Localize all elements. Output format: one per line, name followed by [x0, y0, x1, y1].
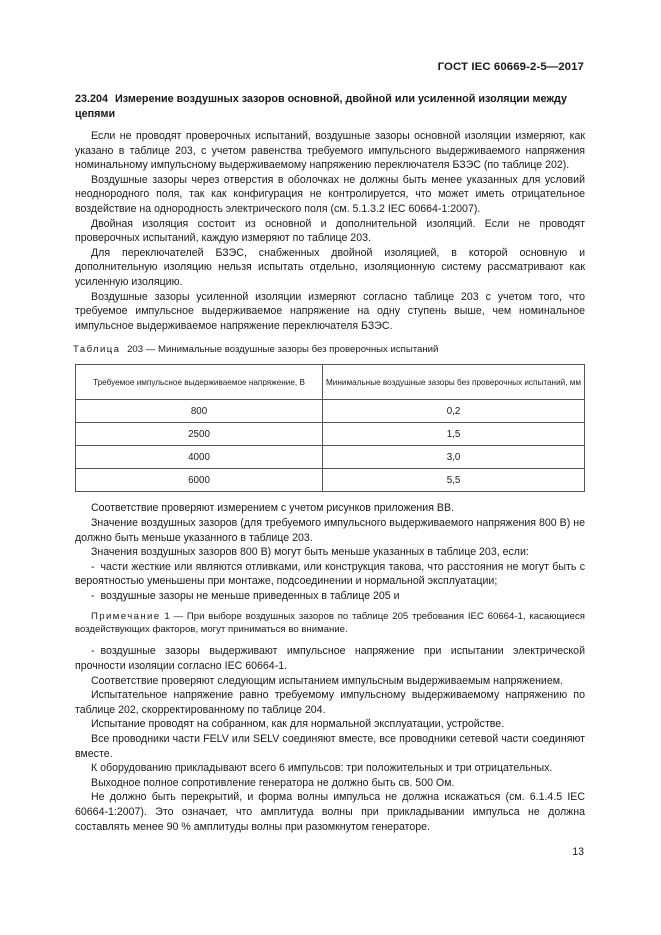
paragraph: Испытательное напряжение равно требуемому импульсному выдерживаемому напряжению по таблице 202, скорректированному по таблице 204. [75, 689, 585, 716]
table-caption-text: 203 — Минимальные воздушные зазоры без проверочных испытаний [127, 344, 439, 356]
table-caption-label: Таблица [73, 344, 121, 356]
table-header-row [76, 365, 585, 400]
note-text: 1 — При выборе воздушных зазоров по таблице 205 требования IEC 60664-1, касающиеся воздействующих факторов, могут приниматься во внимание. [75, 611, 585, 636]
note [75, 610, 585, 636]
table-row [76, 469, 585, 492]
paragraph: Воздушные зазоры через отверстия в оболочках не должны быть менее указанных для условий неоднородного поля, так как конфигурация не контролируется, что может иметь отрицательное воздействие на однородность электрического поля (см. 5.1.3.2 IEC 60664-1:2007). [75, 173, 585, 215]
paragraph: Значения воздушных зазоров 800 В) могут быть меньше указанных в таблице 203, если: [91, 546, 529, 559]
section-number: 23.204 [75, 93, 109, 105]
table-cell: 1,5 [323, 423, 585, 446]
section-title-text: Измерение воздушных зазоров основной, двойной или усиленной изоляции между цепями [75, 93, 568, 120]
paragraph: Воздушные зазоры усиленной изоляции измеряют согласно таблице 203 с учетом того, что требуемое импульсное выдерживаемое напряжение на одну ступень выше, чем номинальное импульсное выдерживаемое напряжение переключателя БЗЭС. [75, 290, 585, 332]
table-cell: 6000 [76, 469, 323, 492]
paragraph: Не должно быть перекрытий, и форма волны импульса не должна искажаться (см. 6.1.4.5 IEC 60664-1:2007). Это означает, что амплитуда волны при прикладывании импульса не должна составлять менее 90 % амплитуды волны при разомкнутом генераторе. [75, 791, 585, 833]
table-header-cell: Требуемое импульсное выдерживаемое напряжение, В [76, 365, 323, 400]
paragraph: К оборудованию прикладывают всего 6 импульсов: три положительных и три отрицательных. [91, 762, 553, 775]
paragraph: Все проводники части FELV или SELV соединяют вместе, все проводники сетевой части соединяют вместе. [75, 733, 585, 760]
paragraph: Выходное полное сопротивление генератора не должно быть св. 500 Ом. [91, 776, 455, 789]
dash-list-item: - воздушные зазоры выдерживают импульсное напряжение при испытании электрической прочности изоляции согласно IEC 60664-1. [75, 645, 585, 673]
paragraph: Испытание проводят на собранном, как для нормальной эксплуатации, устройстве. [91, 718, 505, 731]
table-cell: 4000 [76, 446, 323, 469]
note-label: Примечание [91, 611, 161, 623]
page-content [75, 92, 585, 834]
paragraph: Соответствие проверяют измерением с учетом рисунков приложения ВВ. [91, 502, 454, 515]
paragraph: Двойная изоляция состоит из основной и дополнительной изоляций. Если не проводят проверочных испытаний, каждую измеряют по таблице 203. [75, 217, 585, 245]
table-cell: 2500 [76, 423, 323, 446]
table-caption [73, 343, 585, 356]
table-row [76, 446, 585, 469]
table-row [76, 400, 585, 423]
table-cell: 0,2 [323, 400, 585, 423]
page-number: 13 [572, 846, 584, 858]
clearance-table [75, 364, 585, 492]
document-header: ГОСТ IEC 60669-2-5—2017 [437, 61, 584, 73]
dash-list-item: - части жесткие или являются отливками, или конструкция такова, что расстояния не могут быть с вероятностью уменьшены при монтаже, подсоединении и нормальной эксплуатации; [75, 560, 585, 588]
paragraph: Соответствие проверяют следующим испытанием импульсным выдерживаемым напряжением. [91, 674, 563, 687]
table-header-cell: Минимальные воздушные зазоры без проверочных испытаний, мм [323, 365, 585, 400]
table-cell: 800 [76, 400, 323, 423]
paragraph: Если не проводят проверочных испытаний, воздушные зазоры основной изоляции измеряют, как указано в таблице 203, с учетом равенства требуемого импульсного выдерживаемого напряжения номинальному импульсному выдерживаемому напряжению переключателя БЗЭС (по таблице 202). [75, 130, 585, 172]
table-row [76, 423, 585, 446]
table-cell: 5,5 [323, 469, 585, 492]
section-title [75, 92, 585, 121]
paragraph: Для переключателей БЗЭС, снабженных двойной изоляцией, в которой основную и дополнительную изоляцию нельзя испытать отдельно, изоляционную систему рассматривают как усиленную изоляцию. [75, 246, 585, 288]
table-cell: 3,0 [323, 446, 585, 469]
dash-list-item: - воздушные зазоры не меньше приведенных в таблице 205 и [91, 589, 400, 602]
paragraph: Значение воздушных зазоров (для требуемого импульсного выдерживаемого напряжения 800 В) не должно быть меньше указанного в таблице 203. [75, 516, 585, 544]
